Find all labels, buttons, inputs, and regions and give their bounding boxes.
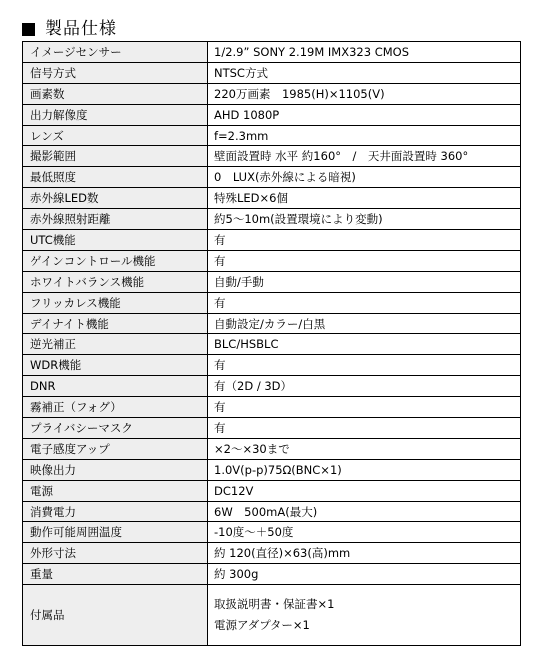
spec-row [23, 459, 521, 480]
spec-value-line: 取扱説明書・保証書×1 [214, 597, 335, 612]
spec-label: プライバシーマスク [23, 418, 208, 439]
spec-row [23, 480, 521, 501]
spec-label: レンズ [23, 125, 208, 146]
spec-row [23, 250, 521, 271]
spec-label: ゲインコントロール機能 [23, 250, 208, 271]
spec-label: 重量 [23, 564, 208, 585]
spec-value: 特殊LED×6個 [208, 188, 521, 209]
spec-value-line: 電源アダプター×1 [214, 618, 310, 633]
spec-row [23, 501, 521, 522]
spec-label: 赤外線照射距離 [23, 209, 208, 230]
spec-value: 有 [208, 230, 521, 251]
spec-row [23, 543, 521, 564]
spec-label: 信号方式 [23, 62, 208, 83]
spec-row [23, 522, 521, 543]
spec-label: 画素数 [23, 83, 208, 104]
spec-value: DC12V [208, 480, 521, 501]
spec-value: 自動設定/カラー/白黒 [208, 313, 521, 334]
spec-value: 有（2D / 3D） [208, 376, 521, 397]
spec-value: 1.0V(p-p)75Ω(BNC×1) [208, 459, 521, 480]
spec-table-body [23, 42, 521, 646]
spec-row [23, 271, 521, 292]
spec-label: イメージセンサー [23, 42, 208, 63]
spec-label: 電源 [23, 480, 208, 501]
spec-label: 赤外線LED数 [23, 188, 208, 209]
spec-label: 外形寸法 [23, 543, 208, 564]
spec-row [23, 146, 521, 167]
spec-label: 霧補正（フォグ） [23, 397, 208, 418]
spec-value: 約 120(直径)×63(高)mm [208, 543, 521, 564]
spec-label: 付属品 [23, 585, 208, 646]
spec-value: f=2.3mm [208, 125, 521, 146]
spec-row [23, 292, 521, 313]
spec-label: 動作可能周囲温度 [23, 522, 208, 543]
section-title: 製品仕様 [45, 19, 117, 39]
spec-value: 1/2.9” SONY 2.19M IMX323 CMOS [208, 42, 521, 63]
spec-label: デイナイト機能 [23, 313, 208, 334]
spec-label: 映像出力 [23, 459, 208, 480]
spec-label: ホワイトバランス機能 [23, 271, 208, 292]
spec-row [23, 585, 521, 646]
spec-value: AHD 1080P [208, 104, 521, 125]
spec-table [22, 41, 521, 646]
spec-label: 逆光補正 [23, 334, 208, 355]
spec-label: 電子感度アップ [23, 438, 208, 459]
spec-value: 壁面設置時 水平 約160° / 天井面設置時 360° [208, 146, 521, 167]
spec-row [23, 355, 521, 376]
section-header [22, 18, 117, 40]
spec-label: 消費電力 [23, 501, 208, 522]
spec-row [23, 209, 521, 230]
square-bullet-icon [22, 23, 35, 36]
spec-label: DNR [23, 376, 208, 397]
spec-row [23, 167, 521, 188]
spec-value: 約 300g [208, 564, 521, 585]
spec-value: -10度～＋50度 [208, 522, 521, 543]
spec-row [23, 334, 521, 355]
spec-value [208, 585, 521, 646]
spec-value: 6W 500mA(最大) [208, 501, 521, 522]
spec-value: 約5～10m(設置環境により変動) [208, 209, 521, 230]
spec-label: フリッカレス機能 [23, 292, 208, 313]
spec-value: 有 [208, 292, 521, 313]
spec-value: 220万画素 1985(H)×1105(V) [208, 83, 521, 104]
spec-label: 最低照度 [23, 167, 208, 188]
spec-row [23, 42, 521, 63]
spec-row [23, 230, 521, 251]
spec-value: ×2～×30まで [208, 438, 521, 459]
spec-value: 自動/手動 [208, 271, 521, 292]
spec-value: 0 LUX(赤外線による暗視) [208, 167, 521, 188]
spec-value: 有 [208, 418, 521, 439]
spec-row [23, 438, 521, 459]
spec-value: 有 [208, 355, 521, 376]
spec-row [23, 397, 521, 418]
spec-label: WDR機能 [23, 355, 208, 376]
spec-row [23, 83, 521, 104]
spec-row [23, 418, 521, 439]
spec-label: 撮影範囲 [23, 146, 208, 167]
spec-row [23, 62, 521, 83]
spec-label: 出力解像度 [23, 104, 208, 125]
spec-value: BLC/HSBLC [208, 334, 521, 355]
spec-value: 有 [208, 397, 521, 418]
spec-row [23, 125, 521, 146]
spec-row [23, 188, 521, 209]
spec-row [23, 313, 521, 334]
spec-value: 有 [208, 250, 521, 271]
spec-row [23, 564, 521, 585]
spec-row [23, 104, 521, 125]
spec-row [23, 376, 521, 397]
spec-label: UTC機能 [23, 230, 208, 251]
spec-value: NTSC方式 [208, 62, 521, 83]
